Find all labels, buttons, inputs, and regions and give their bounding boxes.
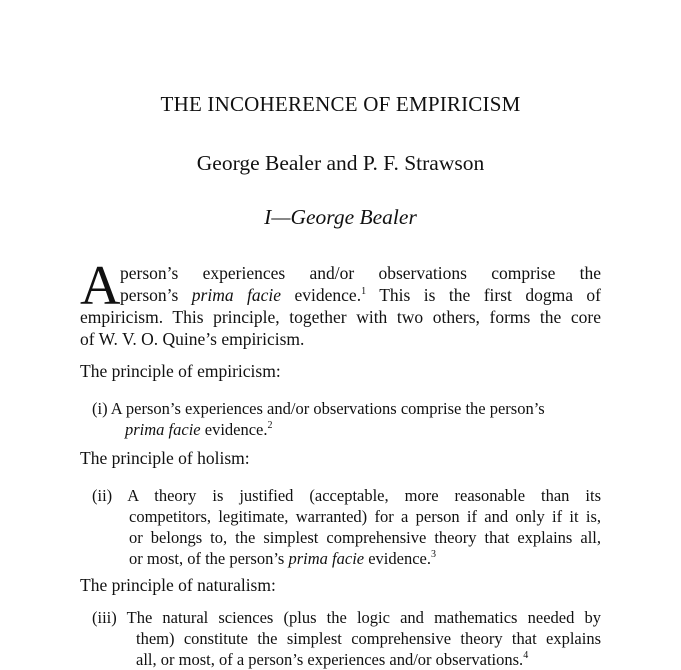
footnote-ref-1: 1 bbox=[361, 286, 367, 297]
footnote-ref-3: 3 bbox=[431, 549, 436, 560]
footnote-ref-4: 4 bbox=[523, 650, 529, 661]
principle-empiricism-line-2: prima facie evidence.$^2$ bbox=[125, 420, 273, 439]
intro-line-4: of W. V. O. Quine’s empiricism. bbox=[80, 329, 305, 349]
principle-naturalism-line-3: all, or most, of a person’s experiences and/or observations.$^4$ bbox=[136, 650, 529, 669]
principle-holism-line-4: or most, of the person’s prima facie evidence.$^3$ bbox=[129, 549, 436, 568]
heading-empiricism: The principle of empiricism: bbox=[80, 361, 281, 381]
principle-holism-line-3: or belongs to, the simplest comprehensive theory that explains all, bbox=[129, 528, 601, 547]
principle-naturalism-line-1: (iii) The natural sciences (plus the logic and mathematics needed by bbox=[92, 608, 602, 627]
article-authors: George Bealer and P. F. Strawson bbox=[196, 151, 485, 175]
section-heading: I—George Bealer bbox=[264, 205, 417, 229]
principle-empiricism-line-1: (i) A person’s experiences and/or observations comprise the person’s bbox=[92, 399, 545, 418]
heading-naturalism: The principle of naturalism: bbox=[80, 575, 276, 595]
principle-holism-line-1: (ii) A theory is justified (acceptable, more reasonable than its bbox=[92, 486, 601, 505]
intro-line-1: person’s experiences and/or observations comprise the bbox=[120, 263, 601, 283]
footnote-ref-2: 2 bbox=[267, 420, 273, 431]
principle-label: (iii) bbox=[92, 608, 117, 627]
principle-holism-line-2: competitors, legitimate, warranted) for a person if and only if it is, bbox=[129, 507, 601, 526]
principle-label: (i) bbox=[92, 399, 108, 418]
intro-line-2-em: prima facie bbox=[191, 285, 282, 305]
intro-line-2-tail: This is the first dogma of bbox=[366, 285, 602, 305]
intro-line-3: empiricism. This principle, together with two others, forms the core bbox=[80, 307, 601, 327]
heading-holism: The principle of holism: bbox=[80, 448, 250, 468]
principle-label: (ii) bbox=[92, 486, 113, 505]
drop-cap: A bbox=[80, 255, 121, 317]
principle-holism bbox=[92, 485, 601, 569]
principle-naturalism-line-2: them) constitute the simplest comprehensive theory that explains bbox=[136, 629, 601, 648]
intro-line-2-post: evidence. bbox=[281, 285, 362, 305]
article-title: THE INCOHERENCE OF EMPIRICISM bbox=[160, 92, 521, 116]
principle-empiricism bbox=[92, 398, 601, 440]
principle-naturalism bbox=[92, 607, 601, 670]
intro-paragraph bbox=[80, 262, 601, 350]
intro-line-2-pre: person’s bbox=[120, 285, 192, 305]
intro-line-2 bbox=[80, 284, 601, 306]
